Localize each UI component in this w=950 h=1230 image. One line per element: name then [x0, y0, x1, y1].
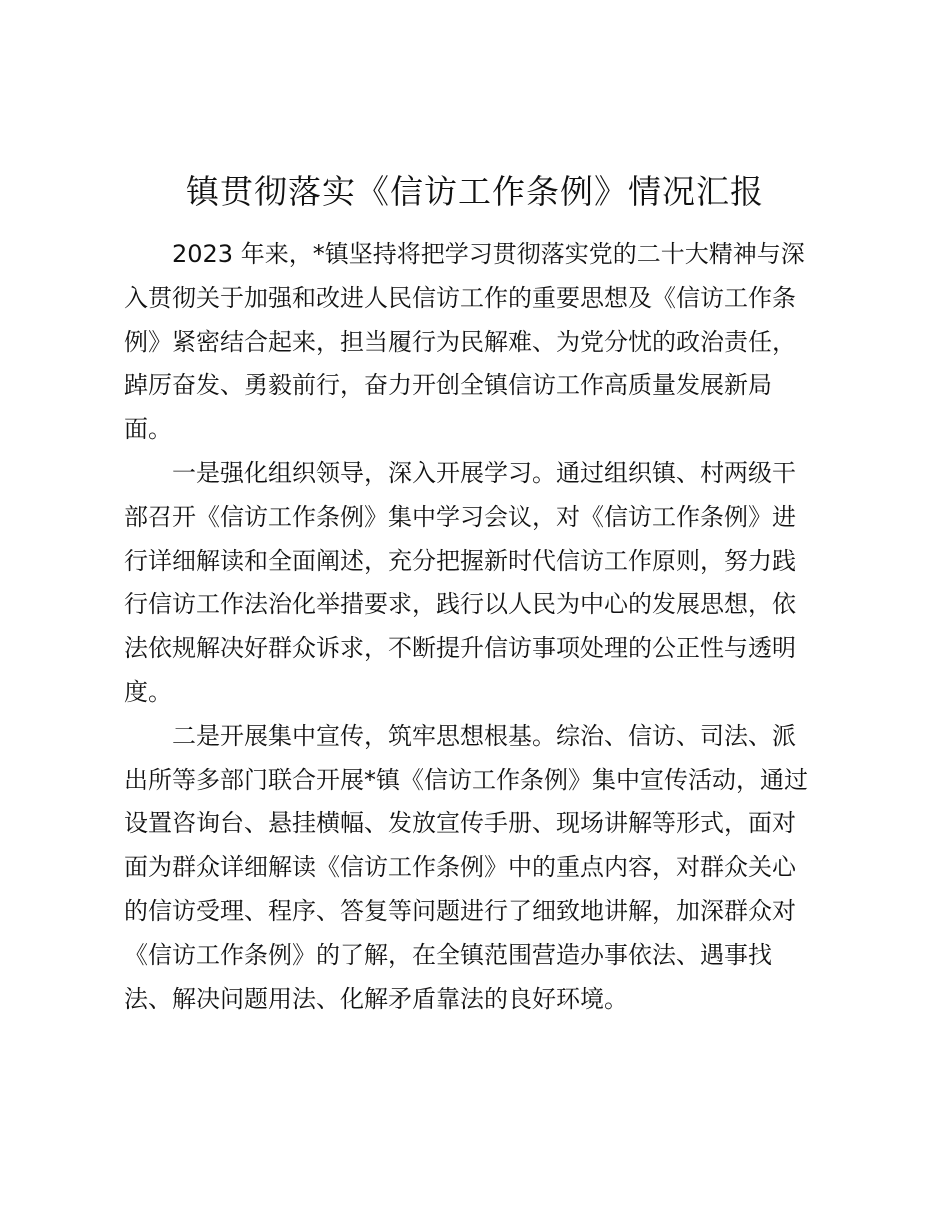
- paragraph-line: 部召开《信访工作条例》集中学习会议，对《信访工作条例》进: [124, 502, 796, 531]
- paragraph-line: 踔厉奋发、勇毅前行，奋力开创全镇信访工作高质量发展新局: [124, 371, 772, 400]
- paragraph-line: 的信访受理、程序、答复等问题进行了细致地讲解，加深群众对: [124, 896, 796, 925]
- paragraph-line: 二是开展集中宣传，筑牢思想根基。综治、信访、司法、派: [172, 721, 796, 750]
- paragraph-line: 2023 年来，*镇坚持将把学习贯彻落实党的二十大精神与深: [172, 240, 805, 268]
- paragraph-intro: [124, 233, 834, 452]
- paragraph-line: 设置咨询台、悬挂横幅、发放宣传手册、现场讲解等形式，面对: [124, 809, 796, 838]
- paragraph-line: 行详细解读和全面阐述，充分把握新时代信访工作原则，努力践: [124, 546, 796, 575]
- paragraph-line: 法依规解决好群众诉求，不断提升信访事项处理的公正性与透明: [124, 634, 796, 663]
- document-body: [124, 233, 834, 1021]
- paragraph-organization: [124, 452, 834, 715]
- paragraph-line: 面。: [124, 415, 172, 444]
- paragraph-line: 例》紧密结合起来，担当履行为民解难、为党分忧的政治责任，: [124, 327, 796, 356]
- paragraph-line: 入贯彻关于加强和改进人民信访工作的重要思想及《信访工作条: [124, 283, 796, 312]
- paragraph-line: 《信访工作条例》的了解，在全镇范围营造办事依法、遇事找: [124, 940, 772, 969]
- paragraph-line: 面为群众详细解读《信访工作条例》中的重点内容，对群众关心: [124, 853, 796, 882]
- paragraph-publicity: [124, 715, 834, 1022]
- paragraph-line: 行信访工作法治化举措要求，践行以人民为中心的发展思想，依: [124, 590, 796, 619]
- document-title: 镇贯彻落实《信访工作条例》情况汇报: [186, 172, 764, 211]
- paragraph-line: 法、解决问题用法、化解矛盾靠法的良好环境。: [124, 984, 628, 1013]
- paragraph-line: 出所等多部门联合开展*镇《信访工作条例》集中宣传活动，通过: [124, 765, 808, 794]
- paragraph-line: 一是强化组织领导，深入开展学习。通过组织镇、村两级干: [172, 458, 796, 487]
- paragraph-line: 度。: [124, 677, 172, 706]
